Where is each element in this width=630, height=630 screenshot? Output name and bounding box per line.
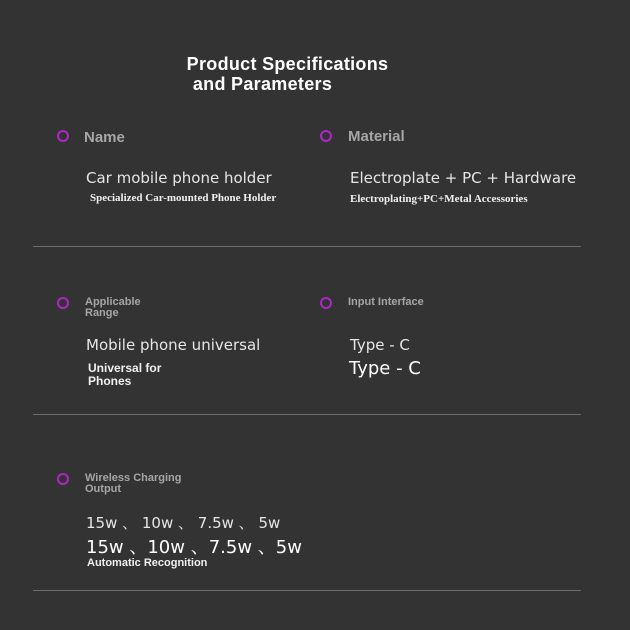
range-bullet-icon bbox=[57, 297, 69, 309]
name-label: Name bbox=[84, 129, 125, 146]
wireless-value-large: 15w 、10w 、7.5w 、5w bbox=[86, 537, 302, 558]
range-label: Applicable Range bbox=[85, 296, 141, 319]
divider-1 bbox=[33, 246, 581, 247]
name-desc: Specialized Car-mounted Phone Holder bbox=[90, 192, 277, 204]
interface-bullet-icon bbox=[320, 297, 332, 309]
divider-2 bbox=[33, 414, 581, 415]
wireless-desc: Automatic Recognition bbox=[87, 557, 208, 569]
name-bullet-icon bbox=[57, 130, 69, 142]
interface-value: Type - C bbox=[350, 336, 410, 354]
interface-label: Input Interface bbox=[348, 296, 424, 308]
wireless-label: Wireless Charging Output bbox=[85, 472, 182, 495]
interface-value-large: Type - C bbox=[349, 358, 421, 379]
material-label: Material bbox=[348, 128, 405, 145]
material-desc: Electroplating+PC+Metal Accessories bbox=[350, 193, 528, 205]
range-value: Mobile phone universal bbox=[86, 336, 261, 354]
divider-3 bbox=[33, 590, 581, 591]
range-desc: Universal for Phones bbox=[88, 361, 162, 388]
wireless-bullet-icon bbox=[57, 473, 69, 485]
wireless-value: 15w 、 10w 、 7.5w 、 5w bbox=[86, 514, 281, 532]
page-title bbox=[0, 54, 575, 94]
title-line-2: and Parameters bbox=[192, 74, 333, 94]
title-line-1: Product Specifications bbox=[186, 54, 389, 74]
material-bullet-icon bbox=[320, 130, 332, 142]
name-value: Car mobile phone holder bbox=[86, 169, 272, 187]
material-value: Electroplate + PC + Hardware bbox=[350, 169, 577, 187]
